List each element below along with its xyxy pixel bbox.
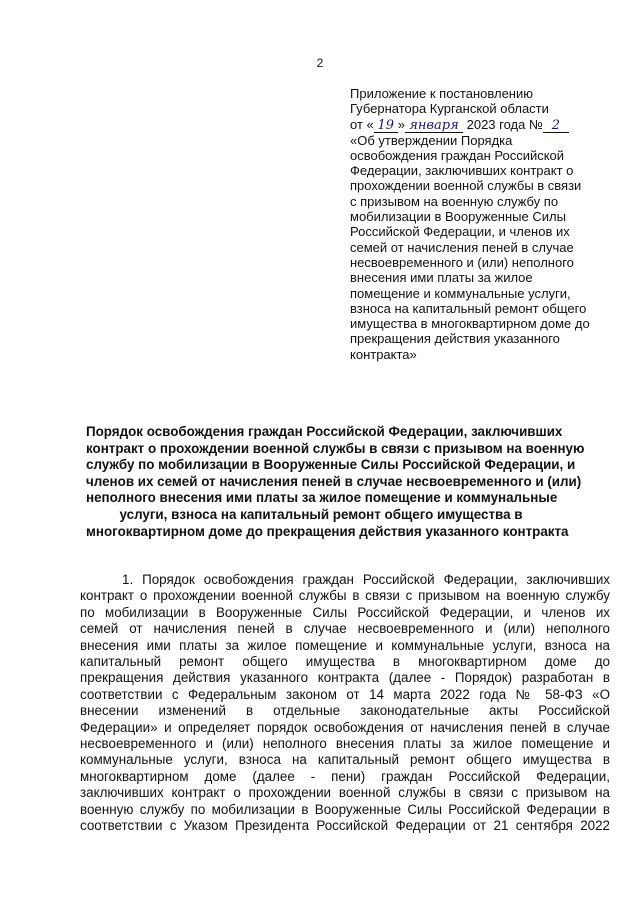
handwritten-month: января [405,119,463,133]
annex-desc-line: Федерации, заключивших контракт о [350,163,574,179]
annex-desc-line: имущества в многоквартирном доме до [350,316,590,332]
title-line: службу по мобилизации в Вооруженные Силы Российской Федерации, и [86,457,576,473]
paragraph-line: военную службу по мобилизации в Вооруженные Силы Российской Федерации в [80,801,610,817]
title-line: неполного внесения ими платы за жилое помещение и коммунальные [86,490,558,506]
annex-line: Приложение к постановлению [350,86,533,101]
title-line: Порядок освобождения граждан Российской Федерации, заключивших [86,424,563,439]
paragraph-line: контракт о прохождении военной службы в связи с призывом на военную службу [80,588,610,604]
title-line: услуги, взноса на капитальный ремонт общего имущества в [119,506,523,522]
date-prefix: от « [350,116,374,132]
paragraph-line: капитальный ремонт общего имущества в многоквартирном доме до [80,654,610,670]
annex-desc-line: освобождения граждан Российской [350,147,565,163]
paragraph-line: внесения ими платы за жилое помещение и коммунальные услуги, взноса на [80,637,610,653]
page-number: 2 [316,56,324,70]
annex-desc-line: «Об утверждении Порядка [350,132,513,148]
paragraph-line: многоквартирном доме (далее - пени) граждан Российской Федерации, [80,768,610,784]
annex-desc-line: контракта» [350,346,417,362]
title-line: контракт о прохождении военной службы в связи с призывом на военную [86,440,585,456]
paragraph-line: несвоевременного и (или) неполного внесения платы за жилое помещение и [80,736,610,752]
annex-desc-line: семей от начисления пеней в случае [350,239,574,255]
paragraph-line: коммунальные услуги, взноса на капитальный ремонт общего имущества в [80,752,610,768]
annex-desc-line: несвоевременного и (или) неполного [350,254,574,270]
paragraph-line: по мобилизации в Вооруженные Силы Российской Федерации, и членов их [80,604,610,620]
handwritten-day: 19 [374,119,398,133]
annex-desc-line: помещение и коммунальные услуги, [350,285,571,301]
paragraph-line: прекращения действия указанного контракта (далее - Порядок) разработан в [80,670,610,686]
annex-line: Губернатора Курганской области [350,101,549,117]
date-year-text: 2023 года № [466,116,543,132]
annex-desc-line: прохождении военной службы в связи [350,178,582,194]
paragraph-line: 1. Порядок освобождения граждан Российской Федерации, заключивших [122,572,610,587]
paragraph-line: внесении изменений в отдельные законодательные акты Российской [80,703,610,719]
paragraph-line: заключивших контракт о прохождении военной службы в связи с призывом на [80,785,610,801]
document-title [86,424,585,540]
annex-desc-line: внесения ими платы за жилое [350,270,533,286]
paragraph-line: соответствии с Указом Президента Российской Федерации от 21 сентября 2022 [80,818,610,834]
annex-block [350,86,620,362]
title-line: членов их семей от начисления пеней в случае несвоевременного и (или) [86,473,582,489]
title-line: многоквартирном доме до прекращения действия указанного контракта [86,523,569,539]
annex-desc-line: Российской Федерации, и членов их [350,224,570,240]
body-paragraph [80,572,610,835]
annex-desc-line: с призывом на военную службу по [350,193,559,209]
annex-desc-line: взноса на капитальный ремонт общего [350,300,587,316]
handwritten-number: 2 [543,119,569,133]
paragraph-line: семей от начисления пеней в случае несвоевременного и (или) неполного [80,621,610,637]
annex-desc-line: мобилизации в Вооруженные Силы [350,209,566,225]
paragraph-line: соответствии с Федеральным законом от 14 марта 2022 года № 58-ФЗ «О [80,686,610,702]
annex-date-line [350,117,620,133]
paragraph-line: Федерации» и определяет порядок освобождения от начисления пеней в случае [80,719,610,735]
date-mid: » [397,116,405,132]
annex-desc-line: прекращения действия указанного [350,331,560,347]
